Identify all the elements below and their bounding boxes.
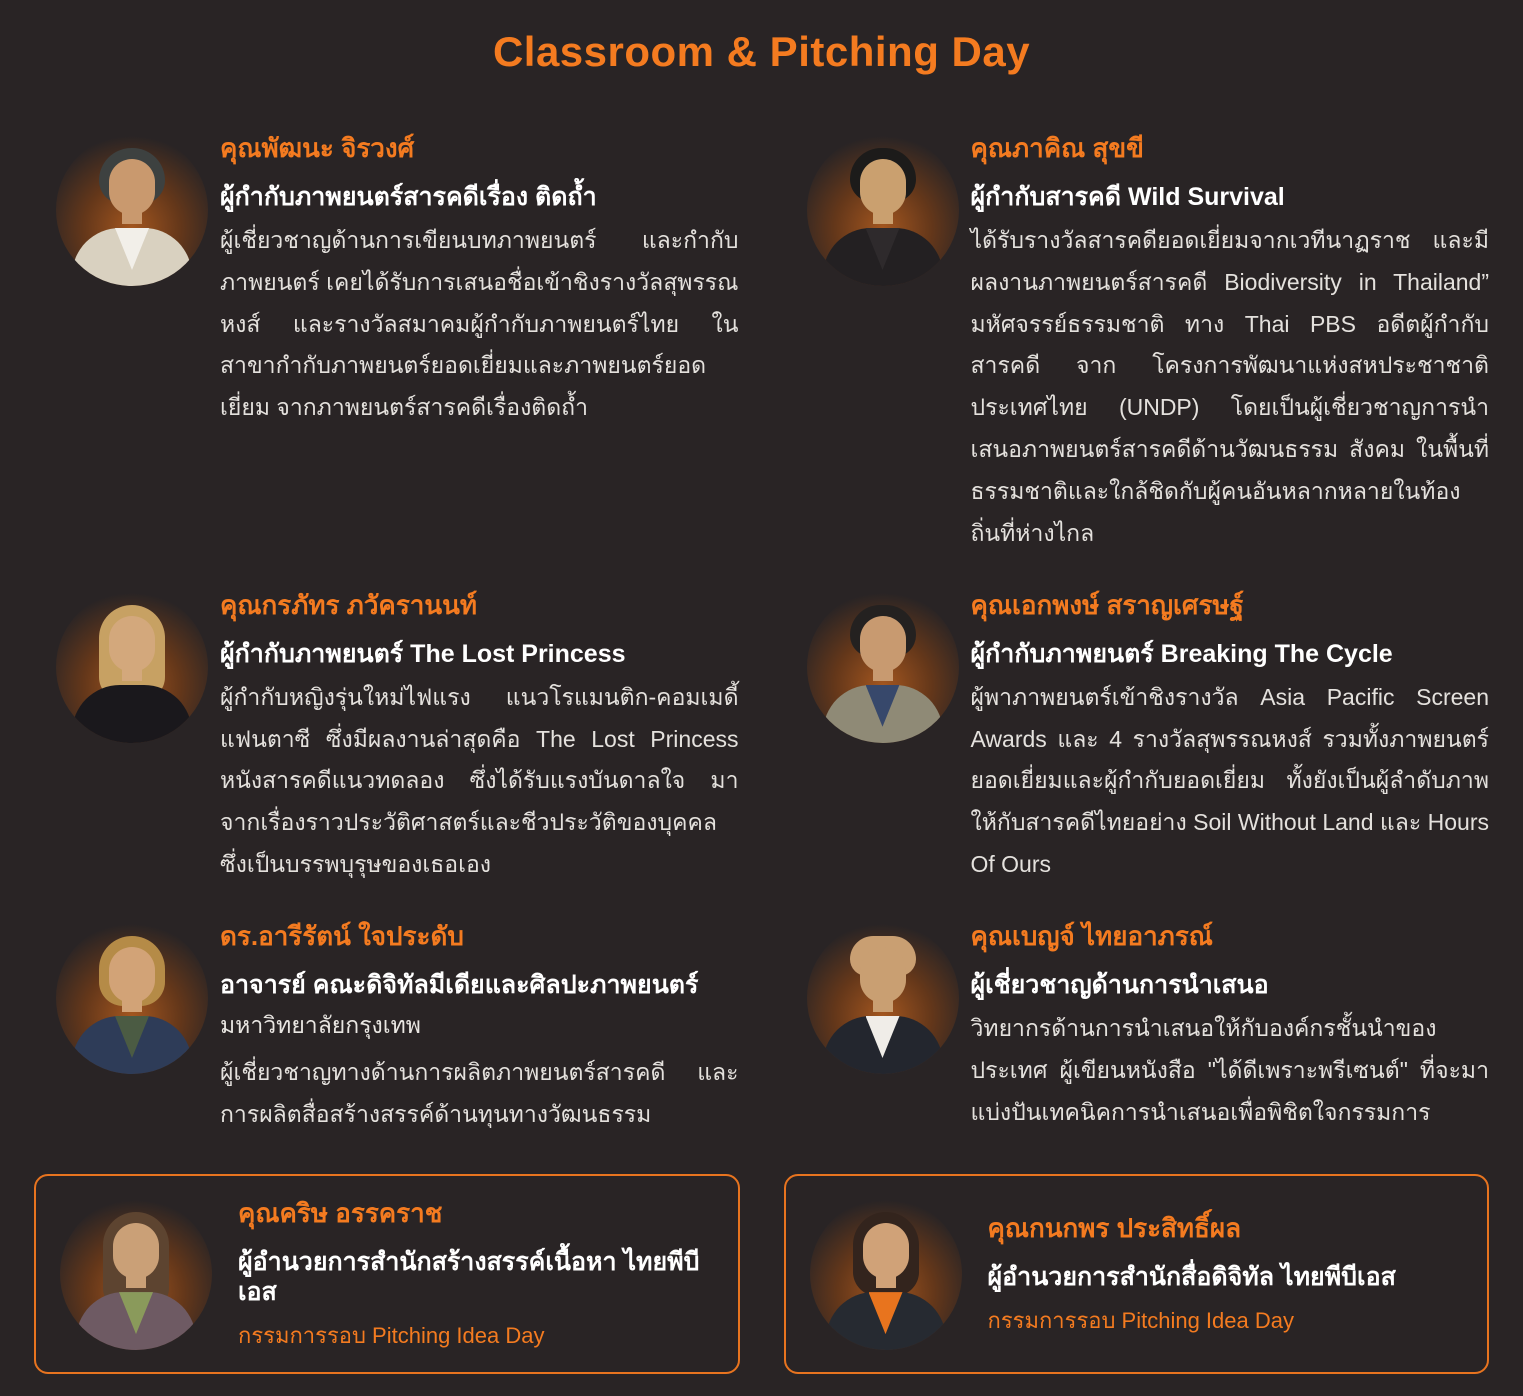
judge-card (34, 1174, 740, 1374)
judge-role: ผู้อำนวยการสำนักสร้างสรรค์เนื้อหา ไทยพีบีเอส (238, 1247, 700, 1306)
speaker-name: คุณภาคิณ สุขขี (970, 133, 1144, 163)
person-silhouette-body (72, 1016, 192, 1074)
judge-card (784, 1174, 1490, 1374)
person-silhouette-body (72, 228, 192, 286)
speaker-text (971, 922, 1490, 1136)
speaker-card (34, 922, 739, 1136)
speaker-card (34, 591, 739, 886)
speaker-text (220, 134, 739, 555)
person-silhouette-body (823, 1016, 943, 1074)
speaker-role: ผู้เชี่ยวชาญด้านการนำเสนอ (970, 970, 1269, 999)
speaker-role: ผู้กำกับสารคดี Wild Survival (970, 182, 1285, 211)
judge-round-label: กรรมการรอบ Pitching Idea Day (238, 1322, 545, 1348)
speaker-text (220, 591, 739, 886)
speaker-photo (807, 134, 959, 286)
speaker-name: คุณกรภัทร ภวัครานนท์ (220, 589, 478, 620)
person-silhouette-face (109, 159, 155, 215)
speaker-name: คุณพัฒนะ จิรวงศ์ (220, 133, 415, 163)
speaker-bio: ผู้เชี่ยวชาญด้านการเขียนบทภาพยนตร์ และกำกับภาพยนตร์ เคยได้รับการเสนอชื่อเข้าชิงรางวัลสุพรรณหงส์ และรางวัลสมาคมผู้กำกับภาพยนตร์ไทย ในสาขากำกับภาพยนตร์ยอดเยี่ยมและภาพยนตร์ยอดเยี่ยม จากภาพยนตร์สารคดีเรื่องติดถ้ำ (220, 226, 739, 421)
speaker-role: ผู้กำกับภาพยนตร์ Breaking The Cycle (970, 639, 1393, 668)
speaker-bio: ผู้เชี่ยวชาญทางด้านการผลิตภาพยนตร์สารคดี และการผลิตสื่อสร้างสรรค์ด้านทุนทางวัฒนธรรม (220, 1059, 739, 1128)
person-silhouette-body (72, 685, 192, 743)
judge-round-label: กรรมการรอบ Pitching Idea Day (987, 1307, 1294, 1333)
speakers-grid (34, 134, 1489, 1136)
person-silhouette-face (860, 616, 906, 672)
judge-photo (810, 1198, 962, 1350)
person-silhouette-body (823, 685, 943, 743)
person-silhouette-body (823, 228, 943, 286)
judge-text (988, 1214, 1464, 1334)
speaker-card (785, 922, 1490, 1136)
judge-name: คุณกนกพร ประสิทธิ์ผล (987, 1212, 1242, 1243)
speaker-photo (56, 922, 208, 1074)
person-silhouette-face (113, 1223, 159, 1279)
speaker-text (971, 591, 1490, 886)
speaker-name: ดร.อารีรัตน์ ใจประดับ (220, 920, 464, 951)
judge-text (238, 1199, 714, 1349)
person-silhouette-face (860, 947, 906, 1003)
judge-name: คุณคริษ อรรคราช (238, 1197, 443, 1228)
speaker-text (971, 134, 1490, 555)
speaker-role-extra: มหาวิทยาลัยกรุงเทพ (220, 1011, 421, 1038)
speaker-text (220, 922, 739, 1136)
speaker-photo (807, 591, 959, 743)
speaker-photo (807, 922, 959, 1074)
page-title: Classroom & Pitching Day (492, 28, 1031, 75)
speaker-name: คุณเอกพงษ์ สราญเศรษฐ์ (970, 589, 1244, 620)
speaker-card (34, 134, 739, 555)
person-silhouette-face (863, 1223, 909, 1279)
speaker-bio: วิทยากรด้านการนำเสนอให้กับองค์กรชั้นนำของประเทศ ผู้เขียนหนังสือ "ได้ดีเพราะพรีเซนต์" ที่จะมาแบ่งปันเทคนิคการนำเสนอเพื่อพิชิตใจกรรมการ (970, 1014, 1489, 1125)
person-silhouette-face (109, 947, 155, 1003)
person-silhouette-face (109, 616, 155, 672)
person-silhouette-body (76, 1292, 196, 1350)
person-silhouette-body (826, 1292, 946, 1350)
speaker-bio: ผู้พาภาพยนตร์เข้าชิงรางวัล Asia Pacific Screen Awards และ 4 รางวัลสุพรรณหงส์ รวมทั้งภาพยนตร์ยอดเยี่ยมและผู้กำกับยอดเยี่ยม ทั้งยังเป็นผู้ลำดับภาพให้กับสารคดีไทยอย่าง Soil Without Land และ Hours Of Ours (970, 683, 1489, 878)
speaker-role: ผู้กำกับภาพยนตร์สารคดีเรื่อง ติดถ้ำ (220, 182, 597, 211)
speaker-photo (56, 591, 208, 743)
judge-photo (60, 1198, 212, 1350)
speaker-role: อาจารย์ คณะดิจิทัลมีเดียและศิลปะภาพยนตร์ (220, 970, 699, 999)
speaker-photo (56, 134, 208, 286)
speaker-card (785, 591, 1490, 886)
speaker-name: คุณเบญจ์ ไทยอาภรณ์ (970, 920, 1213, 951)
judge-role: ผู้อำนวยการสำนักสื่อดิจิทัล ไทยพีบีเอส (987, 1262, 1396, 1291)
speaker-role: ผู้กำกับภาพยนตร์ The Lost Princess (220, 639, 626, 668)
speaker-card (785, 134, 1490, 555)
speaker-bio: ได้รับรางวัลสารคดียอดเยี่ยมจากเวทีนาฏราช และมีผลงานภาพยนตร์สารคดี Biodiversity in Thailand” มหัศจรรย์ธรรมชาติ ทาง Thai PBS อดีตผู้กำกับสารคดี จาก โครงการพัฒนาแห่งสหประชาชาติประเทศไทย (UNDP) โดยเป็นผู้เชี่ยวชาญการนำเสนอภาพยนตร์สารคดีด้านวัฒนธรรม สังคม ในพื้นที่ธรรมชาติและใกล้ชิดกับผู้คนอันหลากหลายในท้องถิ่นที่ห่างไกล (970, 226, 1489, 546)
judges-grid (34, 1174, 1489, 1374)
speaker-bio: ผู้กำกับหญิงรุ่นใหม่ไฟแรง แนวโรแมนติก-คอมเมดี้ แฟนตาซี ซึ่งมีผลงานล่าสุดคือ The Lost Princess หนังสารคดีแนวทดลอง ซึ่งได้รับแรงบันดาลใจ มาจากเรื่องราวประวัติศาสตร์และชีวประวัติของบุคคล ซึ่งเป็นบรรพบุรุษของเธอเอง (220, 683, 739, 878)
person-silhouette-face (860, 159, 906, 215)
